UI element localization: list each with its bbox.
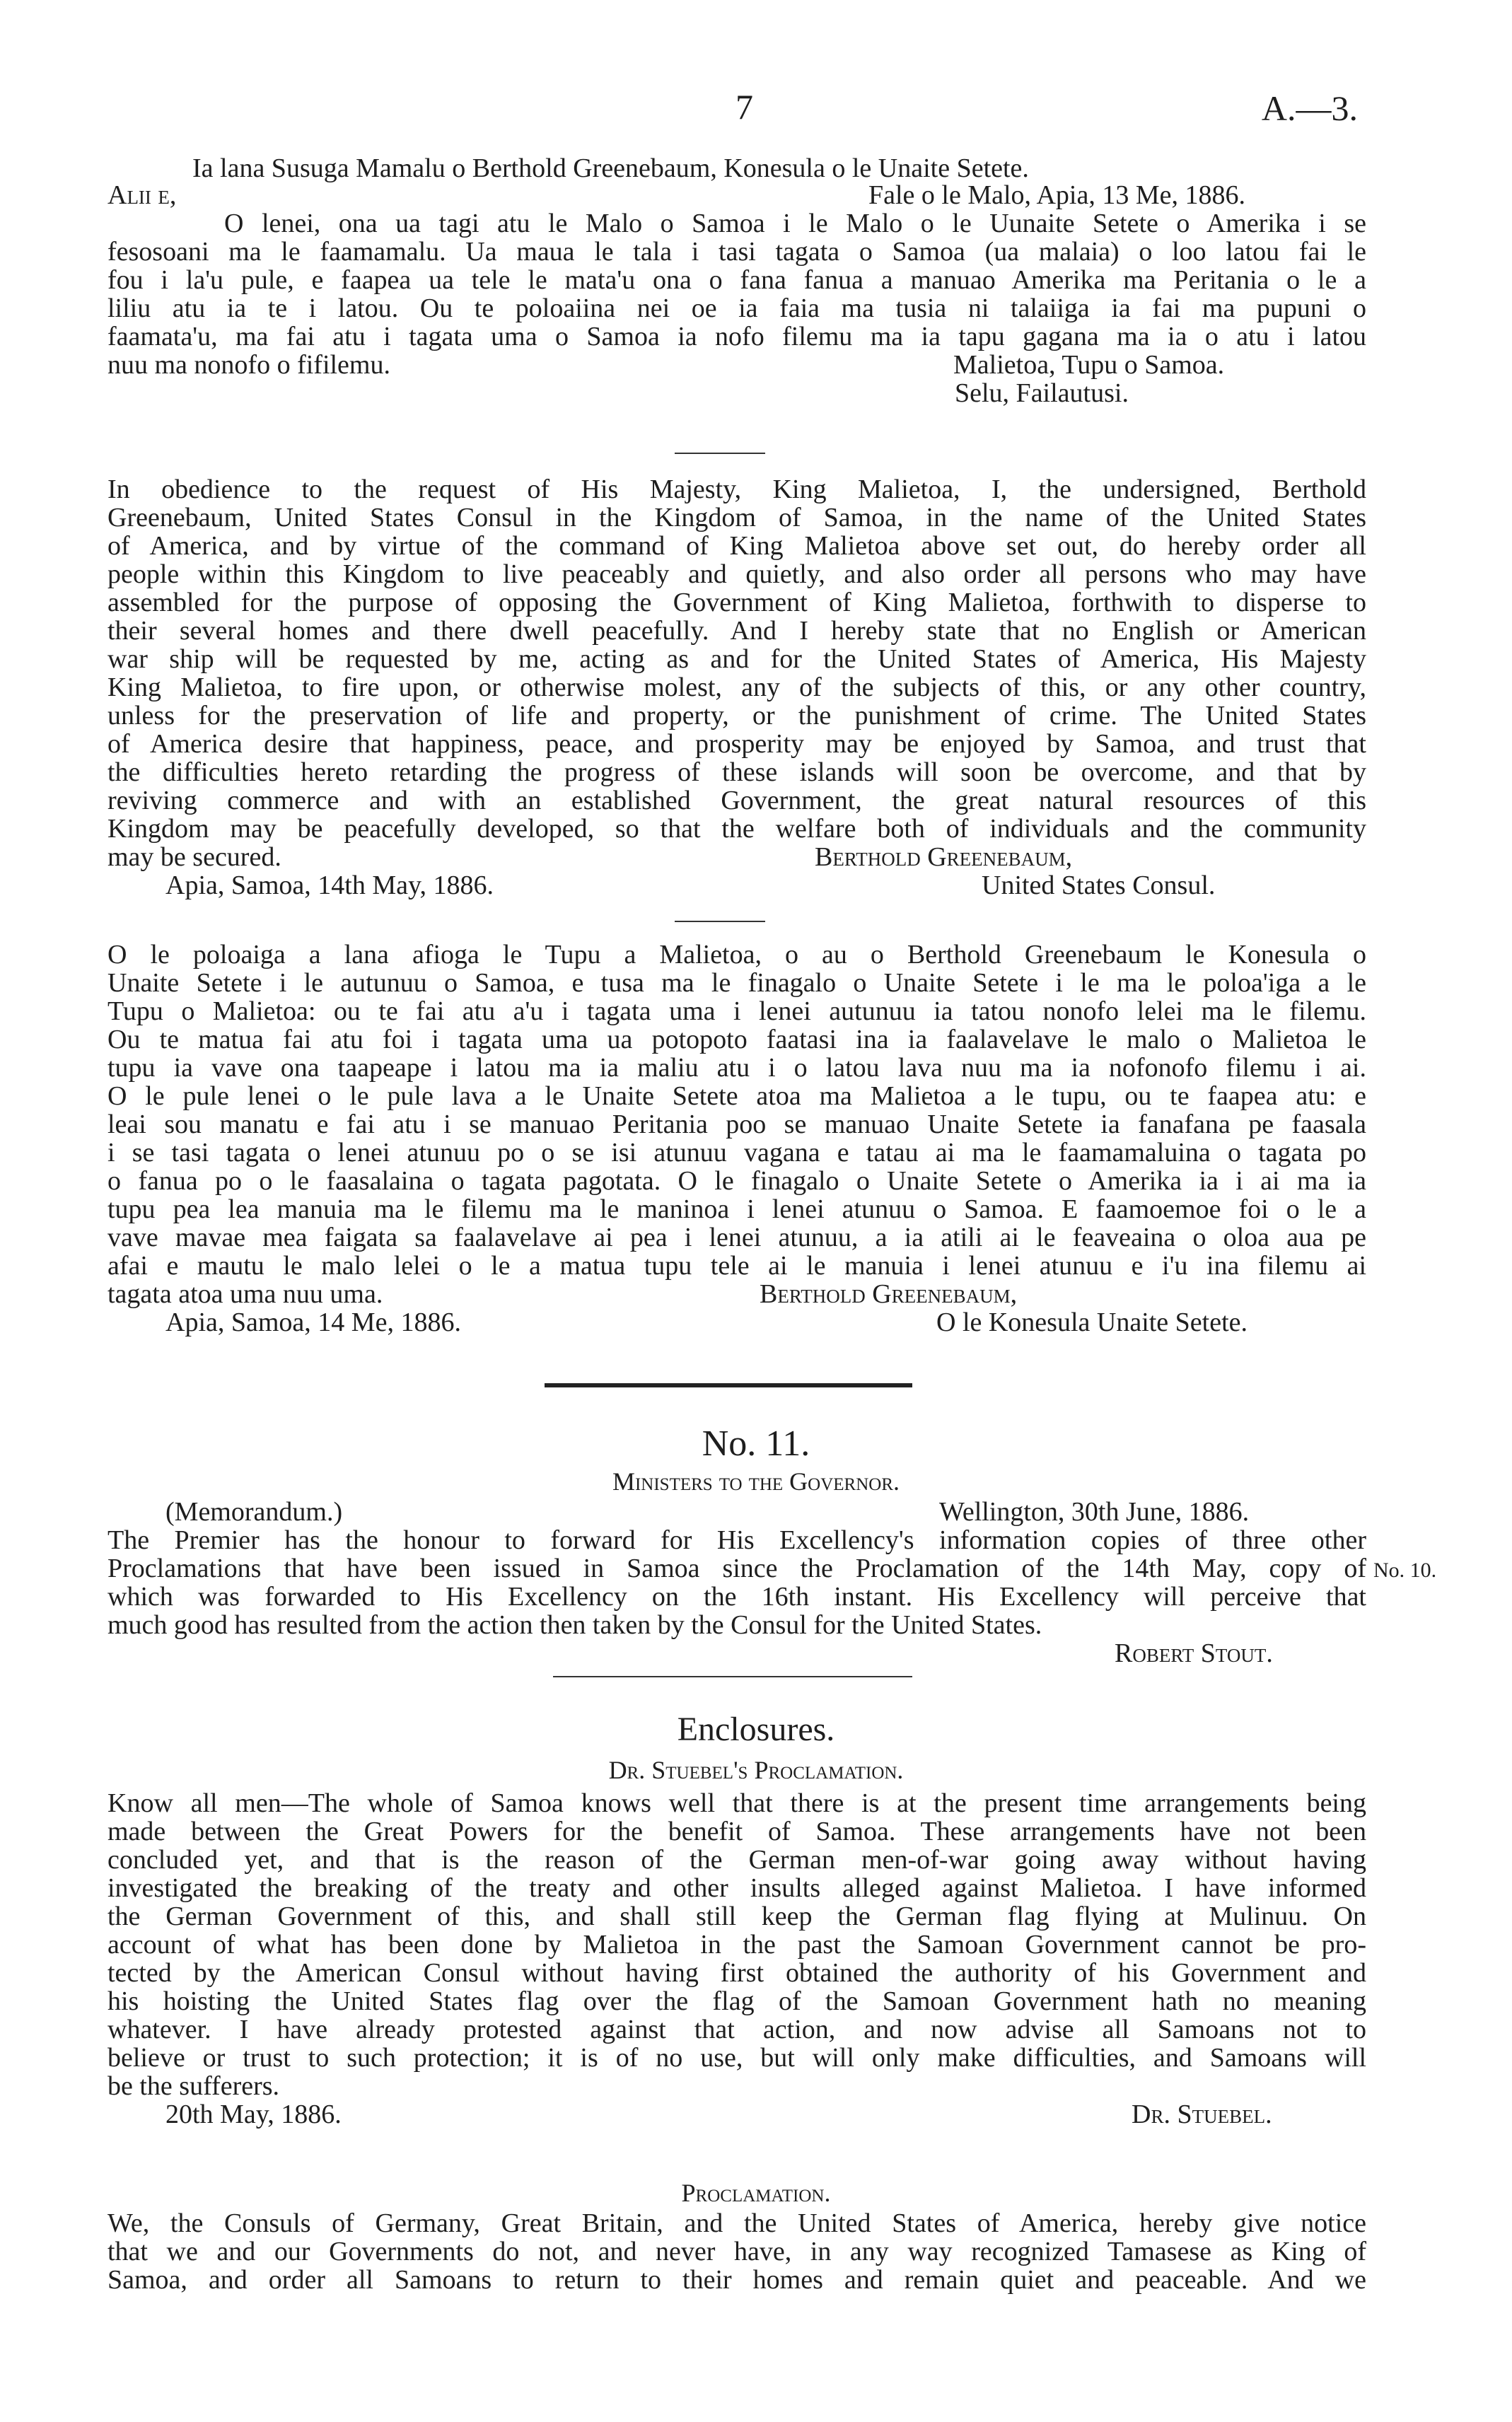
poloaiga-line: o fanua po o le faasalaina o tagata pagotata. O le finagalo o Unaite Setete o Amerika ia i ai ma ia <box>107 1166 1366 1196</box>
no11-subheading: Ministers to the Governor. <box>612 1467 900 1496</box>
samoan-proclamation <box>107 941 1366 1337</box>
divider <box>675 921 765 922</box>
letter-line: fesosoani ma le faamamalu. Ua maua le tala i tasi tagata o Samoa (ua malaia) o loo latou fai le <box>107 237 1366 267</box>
letter-line: nuu ma nonofo o fifilemu. <box>107 350 390 380</box>
consuls-line: We, the Consuls of Germany, Great Britain, and the United States of America, hereby give notice <box>107 2208 1366 2238</box>
proclamation-line: In obedience to the request of His Majesty, King Malietoa, I, the undersigned, Berthold <box>107 474 1366 504</box>
proclamation-line: King Malietoa, to fire upon, or otherwise molest, any of the subjects of this, or any other country, <box>107 673 1366 702</box>
english-proclamation <box>107 475 1366 899</box>
poloaiga-place-date: Apia, Samoa, 14 Me, 1886. <box>165 1308 461 1337</box>
stuebel-line: whatever. I have already protested against that action, and now advise all Samoans not to <box>107 2015 1366 2044</box>
letter-line: liliu atu ia te i latou. Ou te poloaiina nei oe ia faia ma tusia ni talaiiga ia fai ma pupuni o <box>107 293 1366 323</box>
letter-secretary: Selu, Failautusi. <box>955 378 1129 408</box>
consuls-proclamation <box>107 2209 1366 2294</box>
proclamation-line: unless for the preservation of life and property, or the punishment of crime. The United States <box>107 701 1366 730</box>
stuebel-line: believe or trust to such protection; it is of no use, but will only make difficulties, and Samoans will <box>107 2043 1366 2073</box>
poloaiga-line: i se tasi tagata o lenei atunuu po o se isi atunuu vagana e tatau ai ma le faamamaluina o tagata po <box>107 1138 1366 1168</box>
proclamation-line: war ship will be requested by me, acting as and for the United States of America, His Majesty <box>107 644 1366 674</box>
stuebel-signer: Dr. Stuebel. <box>1132 2100 1272 2129</box>
poloaiga-line: tupu ia vave ona taapeape i latou ma ia maliu atu i o latou lava nuu ma ia nofonofo filemu i ai. <box>107 1053 1366 1083</box>
proclamation-line: their several homes and there dwell peacefully. And I hereby state that no English or American <box>107 616 1366 646</box>
proclamation-line: reviving commerce and with an established Government, the great natural resources of this <box>107 786 1366 815</box>
stuebel-line: investigated the breaking of the treaty and other insults alleged against Malietoa. I have informed <box>107 1873 1366 1903</box>
margin-note: No. 10. <box>1373 1559 1437 1582</box>
poloaiga-title: O le Konesula Unaite Setete. <box>936 1308 1248 1337</box>
divider <box>553 1676 912 1677</box>
poloaiga-line: tupu pea lea manuia ma le filemu ma le maninoa i lenei atunuu o Samoa. E faamoemoe foi o le a <box>107 1194 1366 1224</box>
letter-signature: Malietoa, Tupu o Samoa. <box>953 350 1225 380</box>
proclamation-line: of America, and by virtue of the command of King Malietoa above set out, do hereby order all <box>107 531 1366 561</box>
memo-line: much good has resulted from the action then taken by the Consul for the United States. <box>107 1610 1042 1640</box>
proclamation-line: the difficulties hereto retarding the progress of these islands will soon be overcome, and that by <box>107 757 1366 787</box>
enclosures-heading: Enclosures. <box>677 1711 835 1748</box>
proclamation-line: of America desire that happiness, peace, and prosperity may be enjoyed by Samoa, and trust that <box>107 729 1366 759</box>
poloaiga-signer: Berthold Greenebaum, <box>760 1279 1018 1309</box>
stuebel-line: his hoisting the United States flag over the flag of the Samoan Government hath no meaning <box>107 1986 1366 2016</box>
proclamation-heading: Proclamation. <box>681 2179 831 2207</box>
memo-signer: Robert Stout. <box>1115 1638 1273 1668</box>
letter-alii: Alii e, <box>107 180 177 210</box>
memo-label: (Memorandum.) <box>165 1497 343 1527</box>
poloaiga-line: Tupu o Malietoa: ou te fai atu a'u i tagata uma i lenei autunuu ia tatou nonofo lelei ma le filemu. <box>107 996 1366 1026</box>
proclamation-line: may be secured. <box>107 842 281 872</box>
proclamation-line: people within this Kingdom to live peaceably and quietly, and also order all persons who may have <box>107 559 1366 589</box>
poloaiga-line: vave mavae mea faigata sa faalavelave ai pea i lenei atunuu, a ia atili ai le feaveaina o oloa aua pe <box>107 1223 1366 1252</box>
poloaiga-line: O le poloaiga a lana afioga le Tupu a Malietoa, o au o Berthold Greenebaum le Konesula o <box>107 940 1366 970</box>
proclamation-place-date: Apia, Samoa, 14th May, 1886. <box>165 871 494 900</box>
stuebel-title: Dr. Stuebel's Proclamation. <box>608 1756 904 1784</box>
document-reference: A.—3. <box>1261 88 1358 128</box>
poloaiga-line: Ou te matua fai atu foi i tagata uma ua potopoto faatasi ina ia faalavelave le malo o Malietoa le <box>107 1025 1366 1054</box>
stuebel-date: 20th May, 1886. <box>165 2100 342 2129</box>
proclamation-line: Kingdom may be peacefully developed, so that the welfare both of individuals and the community <box>107 814 1366 844</box>
proclamation-line: Greenebaum, United States Consul in the Kingdom of Samoa, in the name of the United States <box>107 503 1366 532</box>
proclamation-line: assembled for the purpose of opposing the Government of King Malietoa, forthwith to disperse to <box>107 588 1366 617</box>
stuebel-line: be the sufferers. <box>107 2071 280 2101</box>
letter-line: fou i la'u pule, e faapea ua tele le mata'u ona o fana fanua a manuao Amerika ma Peritania o le a <box>107 265 1366 295</box>
no11-heading: No. 11. <box>702 1423 810 1464</box>
stuebel-proclamation <box>107 1789 1366 2129</box>
memo-line: which was forwarded to His Excellency on the 16th instant. His Excellency will perceive that <box>107 1582 1366 1612</box>
letter-line: faamata'u, ma fai atu i tagata uma o Samoa ia nofo filemu ma ia tapu gagana ma ia o atu i latou <box>107 322 1366 351</box>
page-number: 7 <box>735 87 753 127</box>
stuebel-line: tected by the American Consul without having first obtained the authority of his Government and <box>107 1958 1366 1988</box>
memo-line: The Premier has the honour to forward for His Excellency's information copies of three other <box>107 1525 1366 1555</box>
poloaiga-line: tagata atoa uma nuu uma. <box>107 1279 383 1309</box>
letter-place-date: Fale o le Malo, Apia, 13 Me, 1886. <box>868 180 1245 210</box>
consuls-line: that we and our Governments do not, and never have, in any way recognized Tamasese as King of <box>107 2237 1366 2266</box>
proclamation-title: United States Consul. <box>982 871 1216 900</box>
divider <box>675 453 765 454</box>
stuebel-line: the German Government of this, and shall still keep the German flag flying at Mulinuu. On <box>107 1902 1366 1931</box>
consuls-line: Samoa, and order all Samoans to return to their homes and remain quiet and peaceable. And we <box>107 2265 1366 2295</box>
no11-memo <box>107 1498 1366 1667</box>
letter-line: O lenei, ona ua tagi atu le Malo o Samoa i le Malo o le Uunaite Setete o Amerika i se <box>224 209 1366 238</box>
letter-salutation: Ia lana Susuga Mamalu o Berthold Greenebaum, Konesula o le Unaite Setete. <box>192 153 1029 183</box>
memo-line: Proclamations that have been issued in Samoa since the Proclamation of the 14th May, copy of <box>107 1554 1366 1583</box>
poloaiga-line: leai sou manatu e fai atu i se manuao Peritania poo se manuao Unaite Setete ia fanafana pe faasala <box>107 1110 1366 1139</box>
stuebel-line: concluded yet, and that is the reason of the German men-of-war going away without having <box>107 1845 1366 1875</box>
poloaiga-line: O le pule lenei o le pule lava a le Unaite Setete atoa ma Malietoa a le tupu, ou te faapea atu: e <box>107 1081 1366 1111</box>
proclamation-signer: Berthold Greenebaum, <box>815 842 1073 872</box>
memo-place-date: Wellington, 30th June, 1886. <box>939 1497 1250 1527</box>
samoan-letter <box>107 181 1366 407</box>
section-divider <box>545 1383 912 1387</box>
stuebel-line: made between the Great Powers for the benefit of Samoa. These arrangements have not been <box>107 1817 1366 1846</box>
stuebel-line: Know all men—The whole of Samoa knows well that there is at the present time arrangements being <box>107 1788 1366 1818</box>
stuebel-line: account of what has been done by Malietoa in the past the Samoan Government cannot be pro- <box>107 1930 1366 1960</box>
poloaiga-line: Unaite Setete i le autunuu o Samoa, e tusa ma le finagalo o Unaite Setete i le ma le poloa'iga a le <box>107 968 1366 998</box>
poloaiga-line: afai e mautu le malo lelei o le a matua tupu tele ai le manuia i lenei atunuu e i'u ina filemu ai <box>107 1251 1366 1281</box>
